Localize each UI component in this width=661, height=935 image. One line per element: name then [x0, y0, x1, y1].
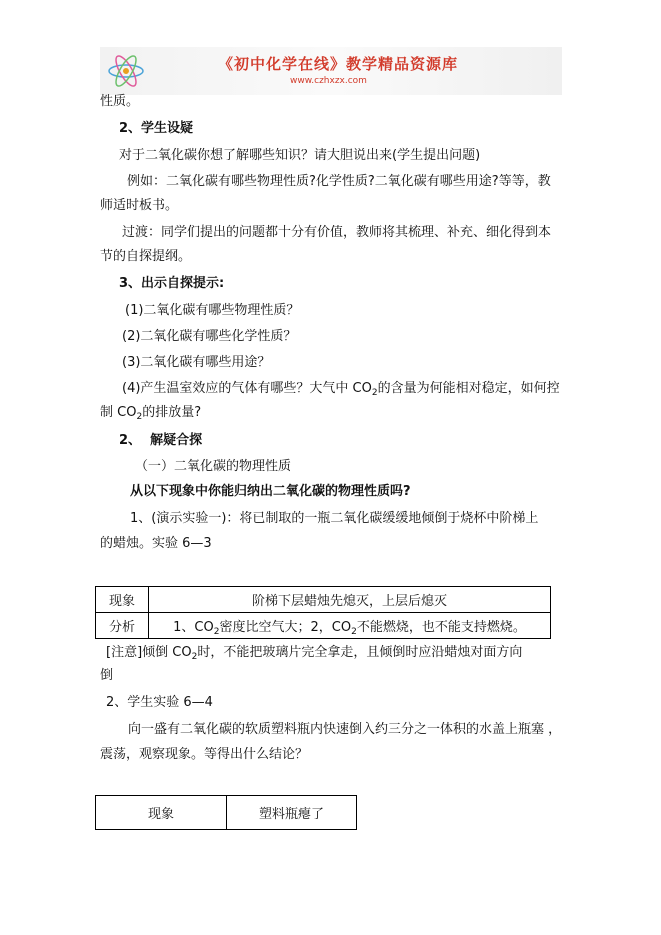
- list-item: 制 $CO_2$的排放量?: [100, 405, 202, 422]
- list-item: (4)产生温室效应的气体有哪些？大气中 $CO_2$的含量为何能相对稳定，如何控: [122, 381, 560, 398]
- observation-table-1: [95, 586, 551, 639]
- text-line: 节的自探提纲。: [100, 249, 192, 264]
- table-cell-value: 阶梯下层蜡烛先熄灭，上层后熄灭: [149, 587, 551, 613]
- text-line: 的蜡烛。实验 6—3: [100, 536, 212, 551]
- observation-table-2: [95, 795, 357, 830]
- atom-logo-icon: [106, 51, 146, 91]
- text-line: 性质。: [100, 94, 140, 109]
- subsection-heading: （一）二氧化碳的物理性质: [135, 459, 292, 474]
- table-cell-value: 1、$CO_2$密度比空气大；2，$CO_2$不能燃烧，也不能支持燃烧。: [149, 613, 551, 639]
- table-cell-label: 分析: [96, 613, 149, 639]
- table-cell-label: 现象: [96, 796, 227, 830]
- text-line: 例如：二氧化碳有哪些物理性质?化学性质?二氧化碳有哪些用途?等等，教: [127, 174, 551, 189]
- section-heading: 2、学生设疑: [119, 121, 194, 136]
- list-item: (3)二氧化碳有哪些用途？: [122, 355, 271, 370]
- list-item: (2)二氧化碳有哪些化学性质？: [122, 329, 297, 344]
- text-line: 师适时板书。: [100, 198, 179, 213]
- text-line: 向一盛有二氧化碳的软质塑料瓶内快速倒入约三分之一体积的水盖上瓶塞 ，: [128, 722, 562, 737]
- banner-title: 《初中化学在线》教学精品资源库: [218, 55, 459, 73]
- note-line: 倒: [100, 668, 114, 683]
- text-line: 2、学生实验 6—4: [106, 695, 213, 710]
- text-line: 从以下现象中你能归纳出二氧化碳的物理性质吗?: [130, 484, 411, 499]
- note-line: [注意]倾倒 $CO_2$时，不能把玻璃片完全拿走，且倾倒时应沿蜡烛对面方向: [106, 645, 523, 662]
- section-heading: 3、出示自探提示:: [119, 276, 225, 291]
- header-banner: [100, 47, 562, 95]
- list-item: (1)二氧化碳有哪些物理性质？: [125, 303, 300, 318]
- text-line: 过渡：同学们提出的问题都十分有价值，教师将其梳理、补充、细化得到本: [122, 225, 552, 240]
- text-line: 对于二氧化碳你想了解哪些知识？请大胆说出来(学生提出问题): [119, 148, 481, 163]
- banner-url: www.czhxzx.com: [290, 76, 367, 86]
- section-heading: 2、 解疑合探: [119, 433, 203, 448]
- table-cell-value: 塑料瓶瘪了: [227, 796, 357, 830]
- text-line: 1、(演示实验一)：将已制取的一瓶二氧化碳缓缓地倾倒于烧杯中阶梯上: [130, 511, 539, 526]
- text-line: 震荡，观察现象。等得出什么结论？: [100, 747, 309, 762]
- table-cell-label: 现象: [96, 587, 149, 613]
